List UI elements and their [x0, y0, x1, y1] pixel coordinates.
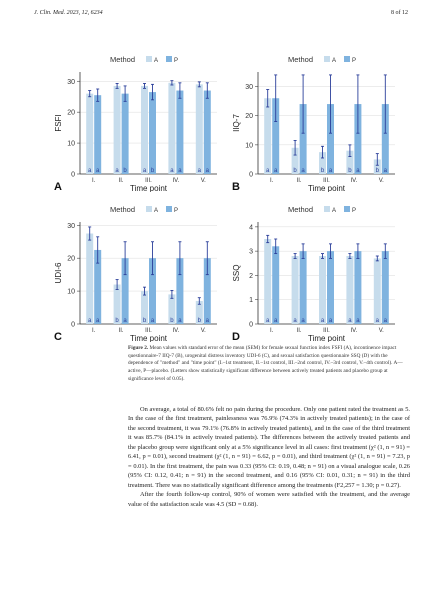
x-tick-label: I.: [270, 328, 274, 334]
bar-a: [319, 256, 326, 324]
caption-label: Figure 2.: [128, 345, 149, 351]
significance-letter: a: [383, 168, 387, 174]
y-tick-label: 0: [71, 171, 75, 179]
significance-letter: b: [150, 168, 155, 174]
x-tick-label: III.: [323, 178, 330, 184]
x-tick-label: I.: [270, 178, 274, 184]
x-axis-label: Time point: [307, 184, 346, 192]
significance-letter: a: [142, 168, 147, 174]
legend-title: Method: [288, 205, 314, 214]
significance-letter: b: [115, 318, 119, 324]
x-tick-label: III.: [323, 328, 330, 334]
caption-text: Mean values with standard error of the mean (SEM) for female sexual function index FSFI (A), incontinence impact questionnaire-7 IIQ-7 (B), urogenital distress inventory UDI-6 (C), and sexual satisfaction questionnaire SSQ (D) with the dependence of "method" and "time point" (I.–1st treatment, II.–1st control, III.–2nd control, IV.–3rd control, V.–4th control). A—active, P—placebo. (Letters show statistically significant difference between actively treated patients and placebo group at significance level of 0.05).: [128, 345, 403, 382]
legend-swatch-a: [146, 56, 152, 62]
y-tick-label: 3: [249, 248, 253, 256]
bar-a: [196, 84, 203, 174]
legend-label: A: [332, 58, 337, 64]
legend-swatch-p: [344, 206, 350, 212]
x-tick-label: V.: [200, 328, 206, 334]
body-text: [128, 405, 410, 509]
significance-letter: a: [178, 318, 182, 324]
y-tick-label: 0: [249, 171, 253, 179]
x-tick-label: IV.: [172, 178, 180, 184]
y-tick-label: 10: [245, 142, 253, 150]
bar-a: [374, 258, 381, 324]
bar-p: [300, 251, 307, 324]
significance-letter: a: [383, 318, 387, 324]
bar-a: [346, 256, 353, 324]
significance-letter: a: [320, 318, 325, 324]
significance-letter: b: [293, 168, 297, 174]
bar-a: [292, 256, 299, 324]
bar-p: [382, 251, 389, 324]
significance-letter: a: [170, 168, 174, 174]
legend-swatch-p: [344, 56, 350, 62]
significance-letter: a: [328, 168, 333, 174]
y-tick-label: 10: [67, 140, 75, 148]
legend-swatch-a: [324, 56, 330, 62]
bar-a: [168, 83, 175, 174]
significance-letter: a: [375, 318, 379, 324]
x-axis-label: Time point: [129, 334, 168, 342]
x-tick-label: I.: [92, 178, 96, 184]
legend-swatch-a: [146, 206, 152, 212]
significance-letter: a: [356, 168, 360, 174]
figure-2: [52, 52, 402, 342]
significance-letter: b: [142, 318, 147, 324]
significance-letter: a: [205, 168, 209, 174]
bar-p: [272, 246, 279, 324]
bar-p: [176, 91, 183, 174]
legend-label: A: [154, 58, 159, 64]
chart-ssq: [230, 202, 400, 342]
bar-p: [122, 94, 129, 174]
significance-letter: a: [197, 168, 201, 174]
significance-letter: a: [293, 318, 297, 324]
legend-label: P: [174, 58, 179, 64]
legend-label: P: [352, 208, 357, 214]
significance-letter: a: [274, 318, 278, 324]
significance-letter: a: [88, 318, 92, 324]
y-tick-label: 10: [67, 288, 75, 296]
figure-caption: [128, 345, 408, 383]
journal-header: J. Clin. Med. 2023, 12, 6234: [34, 10, 103, 16]
legend-title: Method: [110, 55, 136, 64]
significance-letter: a: [115, 168, 119, 174]
x-axis-label: Time point: [129, 184, 168, 192]
x-tick-label: V.: [200, 178, 206, 184]
significance-letter: a: [96, 168, 100, 174]
y-axis-label: IIQ-7: [232, 114, 241, 132]
significance-letter: a: [178, 168, 182, 174]
y-tick-label: 30: [67, 222, 75, 230]
significance-letter: a: [266, 168, 270, 174]
significance-letter: b: [123, 168, 127, 174]
y-axis-label: SSQ: [232, 264, 241, 282]
x-tick-label: II.: [296, 328, 302, 334]
significance-letter: b: [170, 318, 174, 324]
y-tick-label: 30: [245, 84, 253, 92]
x-tick-label: II.: [118, 328, 124, 334]
bar-p: [204, 91, 211, 174]
x-tick-label: III.: [145, 328, 152, 334]
y-tick-label: 0: [249, 321, 253, 329]
y-tick-label: 2: [249, 272, 253, 280]
paragraph: After the fourth follow-up control, 90% of women were satisfied with the treatment, and the average value of the satisfaction scale was 4.5 (SD = 0.68).: [128, 491, 410, 508]
x-tick-label: V.: [378, 328, 384, 334]
x-tick-label: IV.: [350, 178, 358, 184]
x-tick-label: III.: [145, 178, 152, 184]
y-tick-label: 20: [67, 255, 75, 263]
bar-a: [114, 86, 121, 174]
significance-letter: a: [328, 318, 333, 324]
legend-label: P: [352, 58, 357, 64]
significance-letter: a: [266, 318, 270, 324]
x-tick-label: II.: [296, 178, 302, 184]
bar-p: [354, 251, 361, 324]
significance-letter: a: [150, 318, 155, 324]
y-tick-label: 20: [245, 113, 253, 121]
significance-letter: a: [301, 318, 305, 324]
panel-letter: D: [232, 331, 240, 342]
bar-a: [141, 86, 148, 174]
legend-title: Method: [288, 55, 314, 64]
significance-letter: a: [88, 168, 92, 174]
legend-label: P: [174, 208, 179, 214]
x-axis-label: Time point: [307, 334, 346, 342]
significance-letter: a: [205, 318, 209, 324]
panel-letter: B: [232, 181, 240, 192]
significance-letter: a: [274, 168, 278, 174]
chart-iiq7: [230, 52, 400, 192]
panel-letter: C: [54, 331, 62, 342]
significance-letter: a: [96, 318, 100, 324]
page-number: 8 of 12: [391, 10, 408, 16]
significance-letter: a: [356, 318, 360, 324]
legend-swatch-p: [166, 206, 172, 212]
bar-p: [149, 92, 156, 174]
significance-letter: b: [348, 168, 352, 174]
significance-letter: b: [320, 168, 325, 174]
bar-a: [264, 239, 271, 324]
significance-letter: a: [301, 168, 305, 174]
legend-swatch-a: [324, 206, 330, 212]
significance-letter: a: [348, 318, 352, 324]
x-tick-label: V.: [378, 178, 384, 184]
y-tick-label: 1: [249, 297, 253, 305]
x-tick-label: II.: [118, 178, 124, 184]
bar-a: [86, 234, 93, 324]
bar-a: [86, 94, 93, 174]
legend-swatch-p: [166, 56, 172, 62]
legend-label: A: [154, 208, 159, 214]
bar-a: [264, 98, 271, 174]
bar-p: [94, 95, 101, 174]
y-axis-label: UDI-6: [54, 262, 63, 284]
chart-udi6: [52, 202, 222, 342]
legend-title: Method: [110, 205, 136, 214]
y-tick-label: 30: [67, 78, 75, 86]
y-tick-label: 4: [249, 224, 253, 232]
chart-fsfi: [52, 52, 222, 192]
significance-letter: b: [375, 168, 379, 174]
legend-label: A: [332, 208, 337, 214]
y-axis-label: FSFI: [54, 114, 63, 132]
x-tick-label: IV.: [172, 328, 180, 334]
significance-letter: b: [197, 318, 201, 324]
paragraph: On average, a total of 80.6% felt no pain during the procedure. Only one patient rated the treatment as 5. In the case of the first treatment, painlessness was 76.9% (74.3% in actively treated patients); in the case of the second treatment, it was 79.1% (76.8% in actively treated patients), and in the case of the third treatment it was 85.7% (84.1% in actively treated patients). The differences between the actively treated patients and the placebo group were significant only at a 5% significance level in all cases: first treatment (χ² (1, n = 91) = 6.41, p = 0.01), second treatment (χ² (1, n = 91) = 6.62, p = 0.01), and third treatment (χ² (1, n = 91) = 7.23, p = 0.01). In the first treatment, the pain was 0.33 (95% CI: 0.19, 0.48; n = 91) on a visual analogue scale, 0.26 (95% CI: 0.12, 0.41; n = 91) in the second treatment, and 0.16 (95% CI: 0.01, 0.31; n = 91) in the third treatment. There was no statistically significant difference among the treatments (F2,257 = 1.30; p = 0.27).: [128, 406, 410, 489]
x-tick-label: I.: [92, 328, 96, 334]
bar-p: [327, 251, 334, 324]
y-tick-label: 0: [71, 321, 75, 329]
x-tick-label: IV.: [350, 328, 358, 334]
panel-letter: A: [54, 181, 62, 192]
significance-letter: a: [123, 318, 127, 324]
y-tick-label: 20: [67, 109, 75, 117]
